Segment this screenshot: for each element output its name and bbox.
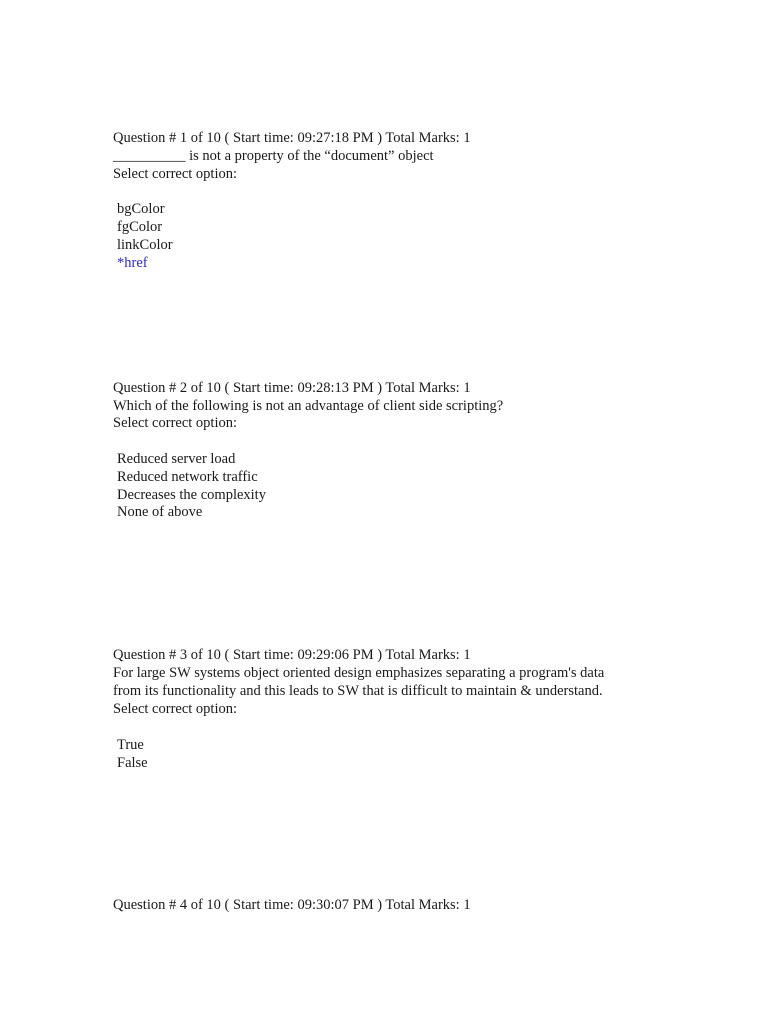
question-2-header: Question # 2 of 10 ( Start time: 09:28:13 PM ) Total Marks: 1 — [113, 380, 471, 396]
question-2-text: Which of the following is not an advantage of client side scripting? — [113, 398, 504, 414]
question-3-option-2: False — [117, 755, 148, 771]
question-2-prompt: Select correct option: — [113, 415, 238, 431]
question-2-option-4: None of above — [117, 504, 203, 520]
question-1-text: __________ is not a property of the “document” object — [113, 148, 434, 164]
question-1-option-4-correct: *href — [117, 255, 148, 271]
question-3-option-1: True — [117, 737, 144, 753]
question-3-prompt: Select correct option: — [113, 701, 238, 717]
question-3-text-line-1: For large SW systems object oriented design emphasizes separating a program's data — [113, 665, 605, 681]
question-1-option-1: bgColor — [117, 201, 165, 217]
question-4-header: Question # 4 of 10 ( Start time: 09:30:07 PM ) Total Marks: 1 — [113, 897, 471, 913]
question-1-option-3: linkColor — [117, 237, 173, 253]
question-2-option-3: Decreases the complexity — [117, 487, 266, 503]
question-1-prompt: Select correct option: — [113, 166, 238, 182]
question-2-option-2: Reduced network traffic — [117, 469, 258, 485]
question-1-header: Question # 1 of 10 ( Start time: 09:27:18 PM ) Total Marks: 1 — [113, 130, 471, 146]
question-3-header: Question # 3 of 10 ( Start time: 09:29:06 PM ) Total Marks: 1 — [113, 647, 471, 663]
question-2-option-1: Reduced server load — [117, 451, 236, 467]
question-1-option-2: fgColor — [117, 219, 163, 235]
question-3-text-line-2: from its functionality and this leads to SW that is difficult to maintain & understand. — [113, 683, 603, 699]
